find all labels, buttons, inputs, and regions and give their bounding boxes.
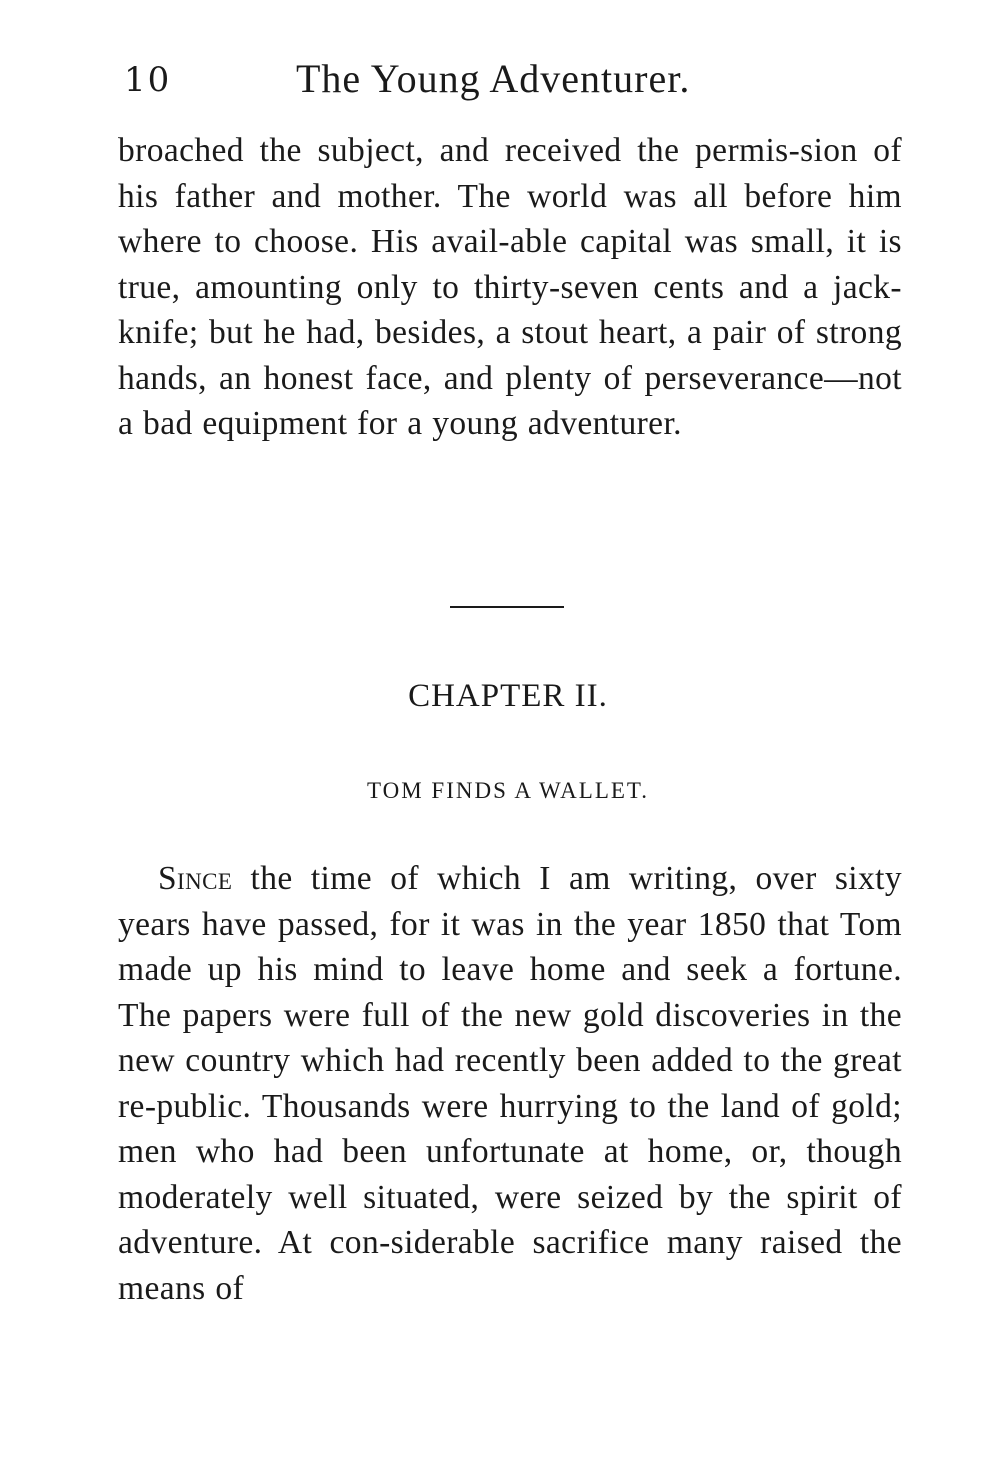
chapter-subtitle: TOM FINDS A WALLET. <box>366 778 650 803</box>
section-divider <box>450 606 564 608</box>
body-paragraph <box>118 856 902 1311</box>
chapter-heading: CHAPTER II. <box>408 678 608 714</box>
running-title: The Young Adventurer. <box>296 56 691 101</box>
page-number: 10 <box>124 60 172 100</box>
paragraph-text: the time of which I am writing, over sixty years have passed, for it was in the year 1850 that Tom made up his mind to leave home and seek a fortune. The papers were full of the new gold discoveries in the new country which had recently been added to the great re-public. Thousands were hurrying to the land of gold; men who had been unfortunate at home, or, though moderately well situated, were seized by the spirit of adventure. At con-siderable sacrifice many raised the means of <box>118 860 902 1307</box>
body-paragraph: broached the subject, and received the permis-sion of his father and mother. The world was all before him where to choose. His avail-able capital was small, it is true, amounting only to thirty-seven cents and a jack-knife; but he had, besides, a stout heart, a pair of strong hands, an honest face, and plenty of perseverance—not a bad equipment for a young adventurer. <box>118 132 902 442</box>
drop-lead-word: Since <box>158 860 233 897</box>
